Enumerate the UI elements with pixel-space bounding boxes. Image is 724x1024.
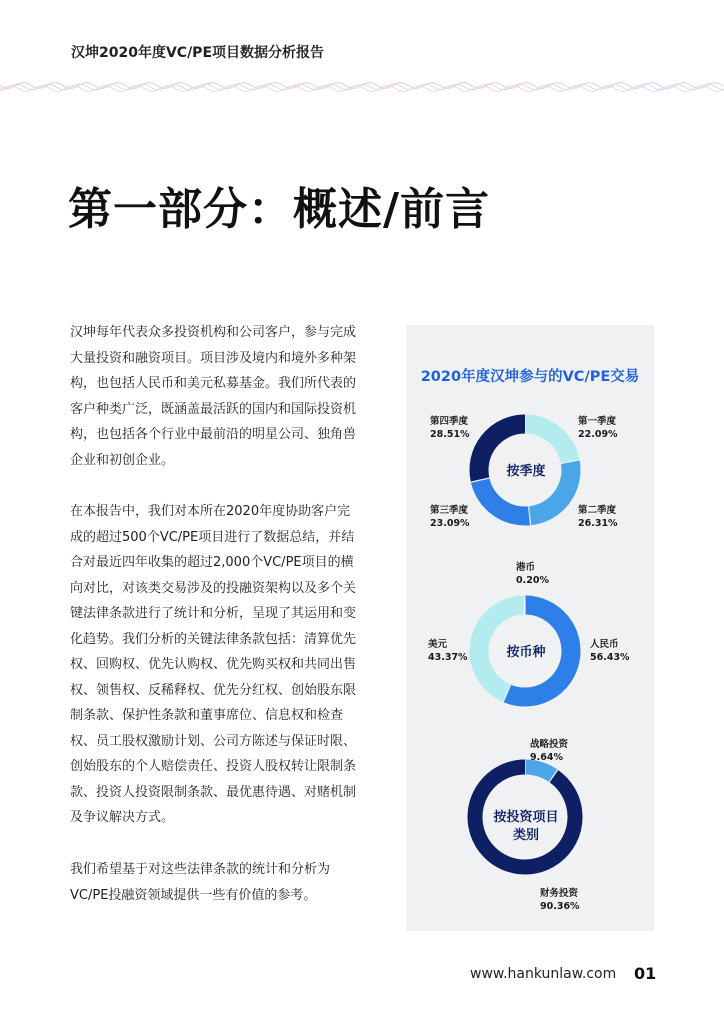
intro-paragraph-2: 在本报告中，我们对本所在2020年度协助客户完成的超过500个VC/PE项目进行了数据总结，并结合对最近四年收集的超过2,000个VC/PE项目的横向对比，对该类交易涉及的投融资架构以及多个关键法律条款进行了统计和分析，呈现了其运用和变化趋势。我们分析的关键法律条款包括：清算优先权、回购权、优先认购权、优先购买权和共同出售权、领售权、反稀释权、优先分红权、创始股东限制条款、保护性条款和董事席位、信息权和检查权、员工股权激励计划、公司方陈述与保证时限、创始股东的个人赔偿责任、投资人股权转让限制条款、投资人投资限制条款、最优惠待遇、对赌机制及争议解决方式。	[70, 504, 357, 825]
rmb-label: 人民币 56.43%	[590, 639, 630, 663]
usd-label: 美元 43.37%	[428, 639, 468, 663]
strategic-label: 战略投资 9.64%	[530, 739, 569, 763]
wave-line	[0, 86, 724, 92]
page-number: 01	[634, 964, 657, 983]
footer-website-link[interactable]: www.hankunlaw.com	[470, 966, 617, 982]
q3-label: 第三季度 23.09%	[430, 505, 470, 529]
q4-label: 第四季度 28.51%	[430, 416, 470, 440]
report-header-title: 汉坤2020年度VC/PE项目数据分析报告	[71, 45, 325, 61]
chart1-center-label: 按季度	[506, 464, 546, 479]
hkd-label: 港币 0.20%	[516, 562, 549, 586]
chart-panel-title: 2020年度汉坤参与的VC/PE交易	[420, 369, 640, 385]
chart2-center-label: 按币种	[506, 645, 546, 660]
intro-paragraph-1: 汉坤每年代表众多投资机构和公司客户，参与完成大量投资和融资项目。项目涉及境内和境外多种架构，也包括人民币和美元私募基金。我们所代表的客户种类广泛，既涵盖最活跃的国内和国际投资机构，也包括各个行业中最前沿的明星公司、独角兽企业和初创企业。	[70, 325, 357, 468]
q3-slice	[480, 480, 530, 516]
q1-slice	[525, 424, 570, 462]
transactions-chart-panel	[406, 325, 654, 931]
financial-label: 财务投资 90.36%	[540, 888, 580, 912]
intro-paragraph-3: 我们希望基于对这些法律条款的统计和分析为VC/PE投融资领域提供一些有价值的参考。	[70, 862, 331, 903]
section-title: 第一部分：概述/前言	[68, 184, 491, 235]
strategic-slice	[525, 767, 553, 776]
q2-label: 第二季度 26.31%	[578, 505, 618, 529]
decorative-wave-divider	[0, 80, 724, 94]
q1-label: 第一季度 22.09%	[578, 416, 618, 440]
chart3-center-label: 按投资项目 类别	[493, 810, 559, 843]
